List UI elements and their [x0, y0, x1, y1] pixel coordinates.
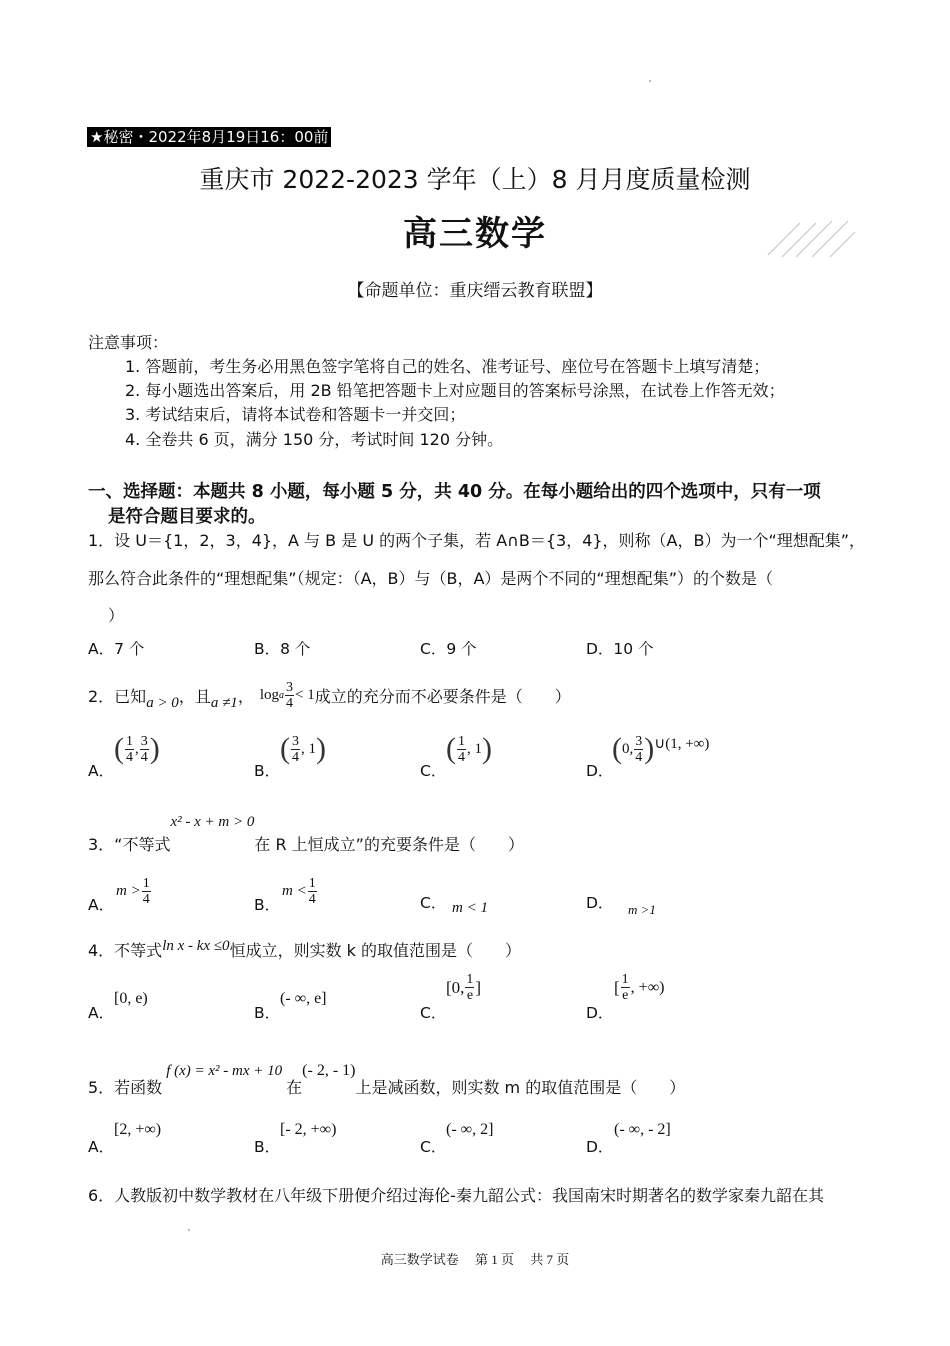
q1-line2: 那么符合此条件的“理想配集”（规定：（A，B）与（B，A）是两个不同的“理想配集”）的个数是（: [88, 569, 774, 588]
frac: [291, 734, 300, 765]
frac-den: 4: [140, 749, 148, 765]
q3-option-a: [116, 876, 152, 907]
q2-suffix: 成立的充分而不必要条件是（ ）: [314, 686, 571, 706]
note-item: 4. 全卷共 6 页，满分 150 分，考试时间 120 分钟。: [125, 430, 504, 449]
q4-option-b: (- ∞, e]: [280, 990, 327, 1007]
frac: [125, 734, 134, 765]
frac-num: 1: [458, 733, 465, 749]
q3-stem: [88, 815, 524, 855]
q2-frac-den: 4: [286, 695, 293, 711]
frac-num: 1: [621, 972, 629, 987]
q5-label-a: A．: [88, 1138, 115, 1156]
q2-label-d: D．: [586, 762, 614, 780]
frac-num: 3: [635, 733, 643, 749]
q4-prefix: 4．不等式: [88, 941, 163, 960]
paren-icon: (: [612, 732, 622, 765]
paren-icon: ): [149, 732, 160, 765]
frac-num: 1: [308, 876, 316, 891]
q2-log: log: [259, 686, 279, 703]
q5-stem: [88, 1058, 685, 1098]
scan-dot: [188, 1229, 190, 1231]
note-item: 2. 每小题选出答案后，用 2B 铅笔把答题卡上对应题目的答案标号涂黑，在试卷上作答无效；: [125, 381, 785, 400]
q3-label-b: B．: [254, 896, 281, 914]
frac-num: 3: [140, 733, 148, 749]
q4-d-right: , +∞): [630, 978, 665, 996]
q2-mid: ，且: [178, 686, 211, 706]
q2-fraction: [285, 680, 294, 711]
q3-option-c: m < 1: [452, 900, 488, 916]
frac-den: 4: [292, 749, 299, 765]
section-heading: 一、选择题：本题共 8 小题，每小题 5 分，共 40 分。在每小题给出的四个选项中，只有一项: [88, 482, 821, 502]
paren-icon: ): [482, 732, 492, 765]
q5-label-d: D．: [586, 1138, 614, 1156]
frac-den: e: [622, 988, 629, 1003]
q4-label-b: B．: [254, 1004, 281, 1022]
frac-den: 4: [308, 892, 316, 907]
q1-option-d: D．10 个: [586, 640, 654, 658]
q4-suffix: 恒成立，则实数 k 的取值范围是（ ）: [229, 941, 522, 960]
frac-num: 3: [292, 733, 299, 749]
q2-prefix: 2．已知: [88, 686, 147, 706]
scan-dot: [649, 80, 651, 82]
exam-title: 重庆市 2022-2023 学年（上）8 月月度质量检测: [199, 165, 751, 194]
note-item: 3. 考试结束后，请将本试卷和答题卡一并交回；: [125, 405, 466, 424]
q3-prefix: 3．“不等式: [88, 835, 171, 854]
frac: [634, 734, 643, 765]
q3-suffix: 在 R 上恒成立”的充要条件是（ ）: [254, 835, 524, 854]
q5-option-a: [2, +∞): [114, 1121, 162, 1138]
secret-label: ★秘密・2022年8月19日16：00前: [87, 127, 331, 147]
q2-label-c: C．: [420, 762, 447, 780]
q1-option-a: A．7 个: [88, 640, 145, 658]
q3-label-d: D．: [586, 894, 614, 912]
q4-c-left: [0,: [446, 977, 465, 997]
q2-cond1: a > 0: [146, 694, 179, 711]
q6-line1: 6．人教版初中数学教材在八年级下册便介绍过海伦-秦九韶公式：我国南宋时期著名的数学家秦九韶在其: [88, 1186, 824, 1205]
q2-stem: [88, 675, 571, 715]
q2-cond2: a ≠1: [210, 694, 238, 711]
q5-option-c: (- ∞, 2]: [446, 1121, 494, 1138]
q1-option-c: C．9 个: [420, 640, 477, 658]
q5-prefix: 5．若函数: [88, 1078, 163, 1097]
q1-option-b: B．8 个: [254, 640, 311, 658]
q2-frac-num: 3: [286, 679, 293, 695]
page-footer: 高三数学试卷 第 1 页 共 7 页: [380, 1252, 570, 1267]
paren-icon: (: [114, 732, 124, 765]
q2-comma: ，: [237, 686, 254, 706]
frac-den: e: [466, 988, 474, 1003]
q2-label-a: A．: [88, 762, 115, 780]
frac: [142, 876, 151, 907]
q5-label-b: B．: [254, 1138, 281, 1156]
note-item: 1. 答题前，考生务必用黑色签字笔将自己的姓名、准考证号、座位号在答题卡上填写清楚；: [125, 357, 770, 376]
frac: [621, 972, 630, 1003]
q3-m-gt: m >: [116, 883, 141, 899]
notes-heading: 注意事项：: [88, 333, 169, 352]
exam-subject: 高三数学: [403, 214, 547, 254]
frac: [140, 734, 149, 765]
union-text: ∪(1, +∞): [654, 735, 710, 752]
q5-func: f (x) = x² - mx + 10: [166, 1063, 283, 1079]
decorative-slashes: [760, 215, 860, 260]
zero: 0,: [622, 740, 634, 757]
q2-log-tail: < 1: [295, 686, 315, 703]
frac: [465, 972, 474, 1003]
q3-label-c: C．: [420, 894, 447, 912]
frac-num: 1: [466, 972, 474, 987]
exam-unit: 【命题单位：重庆缙云教育联盟】: [347, 281, 603, 301]
q5-interval: (- 2, - 1): [302, 1062, 356, 1079]
q5-label-c: C．: [420, 1138, 447, 1156]
frac: [308, 876, 317, 907]
frac-num: 1: [126, 733, 133, 749]
q2-option-b: [280, 732, 326, 766]
q2-option-a: [114, 732, 160, 766]
q2-option-d: [612, 732, 709, 766]
q4-option-c: [446, 972, 481, 1003]
q3-label-a: A．: [88, 896, 115, 914]
q3-option-b: [282, 876, 318, 907]
q4-option-d: [614, 972, 664, 1003]
section-heading-cont: 是符合题目要求的。: [108, 507, 266, 527]
q5-suffix: 上是减函数，则实数 m 的取值范围是（ ）: [355, 1078, 686, 1097]
q3-m-lt: m <: [282, 883, 307, 899]
frac-num: 1: [142, 876, 150, 891]
q4-option-a: [0, e): [114, 990, 148, 1007]
q2-log-base: a: [279, 689, 284, 701]
frac-den: 4: [635, 749, 643, 765]
q4-label-a: A．: [88, 1004, 115, 1022]
q4-stem: [88, 938, 521, 961]
q5-mid: 在: [286, 1078, 303, 1097]
frac-den: 4: [126, 749, 133, 765]
paren-icon: ): [644, 732, 655, 765]
q5-option-b: [- 2, +∞): [280, 1121, 337, 1138]
q1-line1: 1．设 U＝{1，2，3，4}，A 与 B 是 U 的两个子集，若 A∩B＝{3，4}，则称（A，B）为一个“理想配集”，: [88, 531, 866, 550]
frac-den: 4: [458, 749, 465, 765]
q2-option-c: [446, 732, 492, 766]
q4-d-left: [: [614, 977, 620, 997]
q4-ineq: ln x - kx ≤0: [162, 938, 230, 954]
q3-option-d: m >1: [628, 902, 656, 917]
comma: ,: [135, 740, 139, 757]
q4-c-right: ]: [475, 977, 482, 997]
q5-option-d: (- ∞, - 2]: [614, 1121, 671, 1138]
q3-ineq: x² - x + m > 0: [170, 814, 255, 830]
q4-label-d: D．: [586, 1004, 614, 1022]
frac: [457, 734, 466, 765]
frac-den: 4: [142, 892, 150, 907]
frac-tail: , 1: [301, 740, 316, 757]
q2-label-b: B．: [254, 762, 281, 780]
q1-line3: ）: [108, 606, 125, 625]
frac-tail: , 1: [467, 740, 482, 757]
paren-icon: (: [280, 732, 290, 765]
paren-icon: ): [316, 732, 326, 765]
paren-icon: (: [446, 732, 456, 765]
q4-label-c: C．: [420, 1004, 447, 1022]
